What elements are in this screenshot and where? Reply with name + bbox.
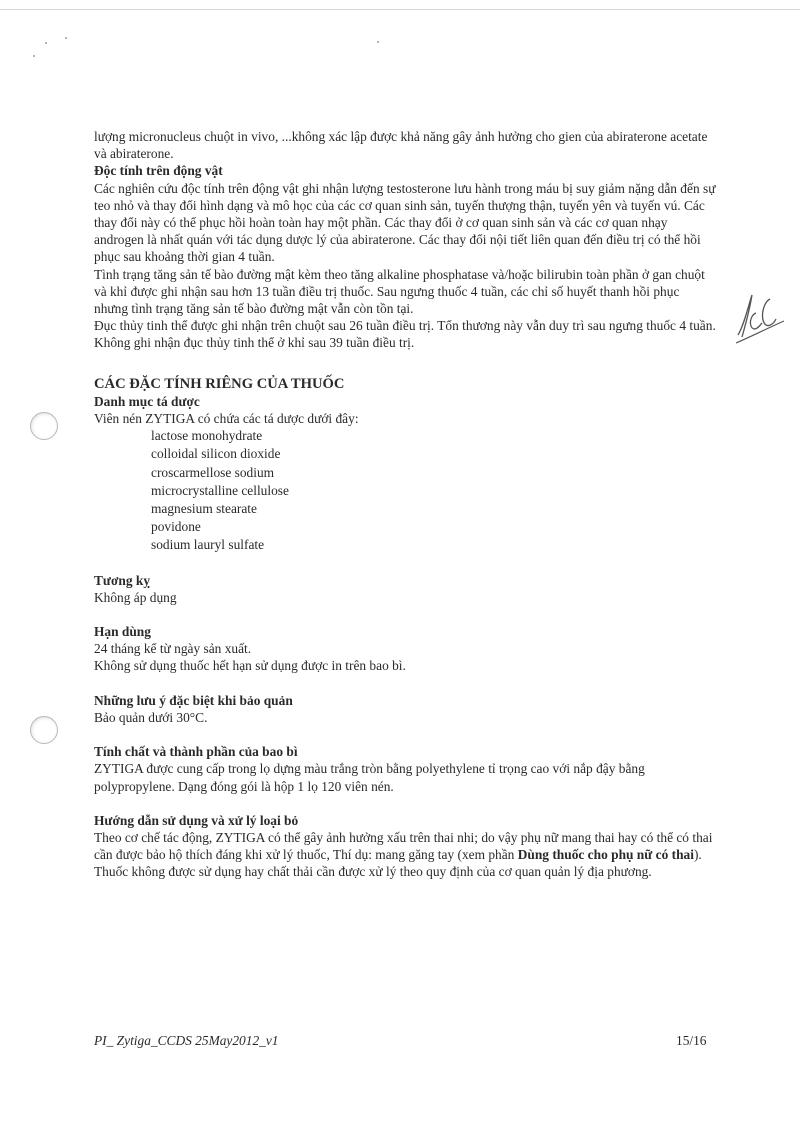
- heading-shelf-life: Hạn dùng: [94, 624, 151, 640]
- scan-speck: [65, 37, 67, 39]
- shelf-life-warning: Không sử dụng thuốc hết hạn sử dụng được in trên bao bì.: [94, 658, 406, 674]
- punch-hole-bottom: [30, 716, 58, 744]
- handwritten-initials-mark: [730, 285, 790, 347]
- scan-speck: [45, 42, 47, 44]
- heading-incompatibilities: Tương kỵ: [94, 572, 151, 588]
- excipient-list: [94, 427, 716, 554]
- list-item: lactose monohydrate: [151, 428, 263, 444]
- footer-page-number: 15/16: [676, 1033, 707, 1048]
- disposal-text-end: ).: [693, 847, 702, 863]
- list-item: microcrystalline cellulose: [151, 482, 289, 498]
- list-item: magnesium stearate: [151, 501, 257, 517]
- list-item: colloidal silicon dioxide: [151, 446, 281, 462]
- shelf-life-text: 24 tháng kể từ ngày sản xuất.: [94, 641, 252, 657]
- document-body: [94, 128, 716, 881]
- punch-hole-top: [30, 412, 58, 440]
- heading-animal-toxicity: Độc tính trên động vật: [94, 163, 223, 179]
- section-title: CÁC ĐẶC TÍNH RIÊNG CỦA THUỐC: [94, 375, 345, 392]
- paragraph-micronucleus: lượng micronucleus chuột in vivo, ...không xác lập được khả năng gây ảnh hưởng cho gien của abiraterone acetate và abiraterone.: [94, 129, 708, 162]
- scan-speck: [377, 41, 379, 43]
- page-top-edge: [0, 9, 800, 10]
- heading-disposal: Hướng dẫn sử dụng và xử lý loại bỏ: [94, 812, 299, 828]
- heading-container: Tính chất và thành phần của bao bì: [94, 744, 298, 760]
- incompatibilities-text: Không áp dụng: [94, 589, 177, 605]
- cross-reference-pregnancy: Dùng thuốc cho phụ nữ có thai: [517, 847, 694, 863]
- heading-excipients: Danh mục tá dược: [94, 393, 200, 409]
- list-item: povidone: [151, 519, 201, 535]
- list-item: croscarmellose sodium: [151, 464, 275, 480]
- container-text: ZYTIGA được cung cấp trong lọ dựng màu trắng tròn bằng polyethylene tỉ trọng cao với nắp đậy bằng polypropylene. Dạng đóng gói là hộp 1 lọ 120 viên nén.: [94, 761, 645, 794]
- storage-text: Bảo quản dưới 30°C.: [94, 709, 208, 725]
- scan-speck: [33, 55, 35, 57]
- paragraph-cataracts: Đục thủy tinh thể được ghi nhận trên chuột sau 26 tuần điều trị. Tổn thương này vẫn duy trì sau ngưng thuốc 4 tuần. Không ghi nhận đục thủy tinh thể ở khỉ sau 39 tuần điều trị.: [94, 318, 716, 351]
- footer-document-id: PI_ Zytiga_CCDS 25May2012_v1: [94, 1033, 279, 1048]
- disposal-text-main: Theo cơ chế tác động, ZYTIGA có thể gây ảnh hưởng xấu trên thai nhi; do vậy phụ nữ mang thai hay có thể có thai cần được bảo hộ thích đáng khi xử lý thuốc, Thí dụ: mang găng tay (xem phần: [94, 829, 713, 863]
- list-item: sodium lauryl sulfate: [151, 537, 265, 553]
- excipients-intro: Viên nén ZYTIGA có chứa các tá dược dưới đây:: [94, 411, 359, 427]
- disposal-regulation-text: Thuốc không được sử dụng hay chất thải cần được xử lý theo quy định của cơ quan quản lý địa phương.: [94, 864, 652, 880]
- disposal-text: [94, 829, 716, 863]
- paragraph-bile-duct-hyperplasia: Tình trạng tăng sản tế bào đường mật kèm theo tăng alkaline phosphatase và/hoặc bilirubin toàn phần ở gan chuột và khỉ được ghi nhận sau hơn 13 tuần điều trị thuốc. Sau ngưng thuốc 4 tuần, các chỉ số huyết thanh hồi phục nhưng tình trạng tăng sản tế bào đường mật vẫn còn tồn tại.: [94, 266, 705, 317]
- heading-storage: Những lưu ý đặc biệt khi bảo quản: [94, 692, 293, 708]
- paragraph-animal-toxicity: Các nghiên cứu độc tính trên động vật ghi nhận lượng testosterone lưu hành trong máu bị suy giảm nặng dẫn đến sự teo nhỏ và thay đổi hình dạng và mô học của các cơ quan sinh sản, tuyến thượng thận, tuyến yên và tuyến vú. Các thay đổi này có thể phục hồi hoàn toàn hay một phần. Các thay đổi ở cơ quan sinh sản và các cơ quan nhạy androgen là nhất quán với tác dụng dược lý của abiraterone. Các thay đổi nội tiết liên quan đến điều trị có thể hồi phục sau khoảng thời gian 4 tuần.: [94, 180, 716, 265]
